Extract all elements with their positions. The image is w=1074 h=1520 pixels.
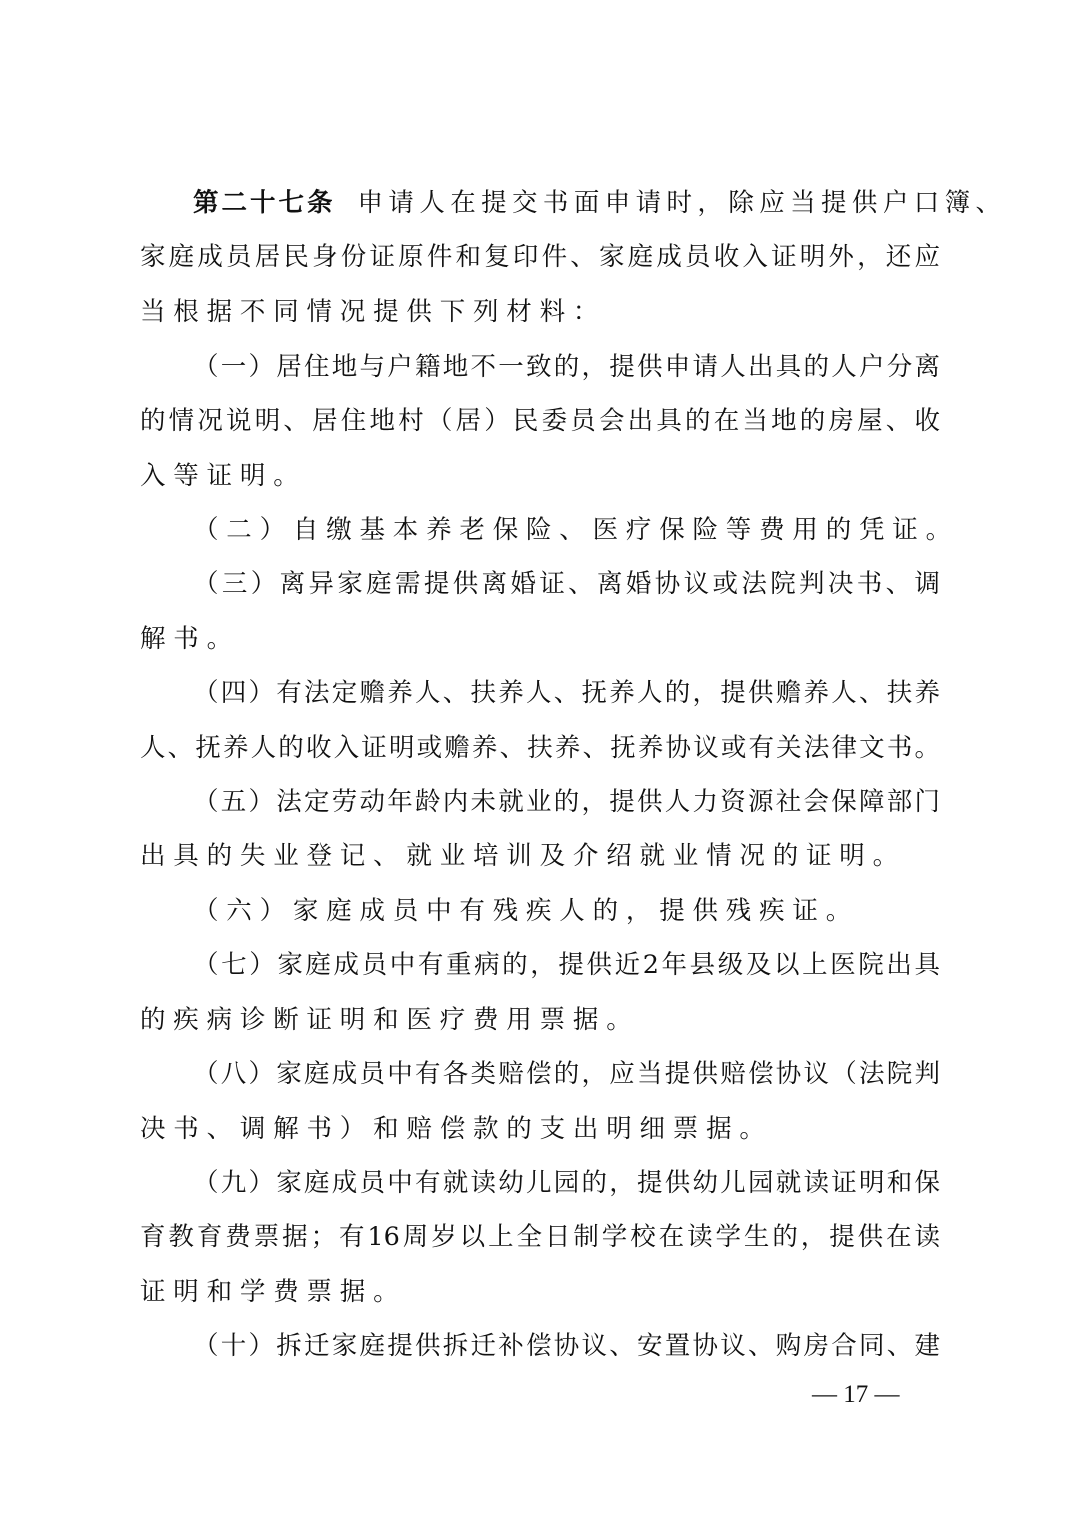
article-intro-line: 当根据不同情况提供下列材料： <box>140 297 607 327</box>
article-first-line <box>193 186 1007 222</box>
item-line: （五）法定劳动年龄内未就业的，提供人力资源社会保障部门 <box>193 787 940 817</box>
page-number: — 17 — <box>812 1381 900 1408</box>
item-line: （十）拆迁家庭提供拆迁补偿协议、安置协议、购房合同、建 <box>193 1331 940 1361</box>
item-line: 解书。 <box>140 624 240 654</box>
item-line: 决书、调解书）和赔偿款的支出明细票据。 <box>140 1114 773 1144</box>
item-line: （八）家庭成员中有各类赔偿的，应当提供赔偿协议（法院判 <box>193 1059 940 1089</box>
item-line: （九）家庭成员中有就读幼儿园的，提供幼儿园就读证明和保 <box>193 1168 940 1198</box>
item-line: （六）家庭成员中有残疾人的，提供残疾证。 <box>193 896 860 926</box>
item-line: （一）居住地与户籍地不一致的，提供申请人出具的人户分离 <box>193 352 940 382</box>
item-line: （四）有法定赡养人、扶养人、抚养人的，提供赡养人、扶养 <box>193 678 940 708</box>
item-line: 证明和学费票据。 <box>140 1277 407 1307</box>
item-line: 育教育费票据；有16周岁以上全日制学校在读学生的，提供在读 <box>140 1222 940 1252</box>
article-intro-line: 申请人在提交书面申请时，除应当提供户口簿、 <box>357 188 1007 218</box>
item-line: 入等证明。 <box>140 461 307 491</box>
item-line: 出具的失业登记、就业培训及介绍就业情况的证明。 <box>140 841 906 871</box>
item-line: 人、抚养人的收入证明或赡养、扶养、抚养协议或有关法律文书。 <box>140 733 940 763</box>
item-line: 的情况说明、居住地村（居）民委员会出具的在当地的房屋、收 <box>140 406 940 436</box>
article-intro-line: 家庭成员居民身份证原件和复印件、家庭成员收入证明外，还应 <box>140 242 940 272</box>
item-line: 的疾病诊断证明和医疗费用票据。 <box>140 1005 640 1035</box>
item-line: （三）离异家庭需提供离婚证、离婚协议或法院判决书、调 <box>193 569 940 599</box>
item-line: （七）家庭成员中有重病的，提供近2年县级及以上医院出具 <box>193 950 940 980</box>
article-label: 第二十七条 <box>193 188 336 218</box>
item-line: （二）自缴基本养老保险、医疗保险等费用的凭证。 <box>193 515 959 545</box>
